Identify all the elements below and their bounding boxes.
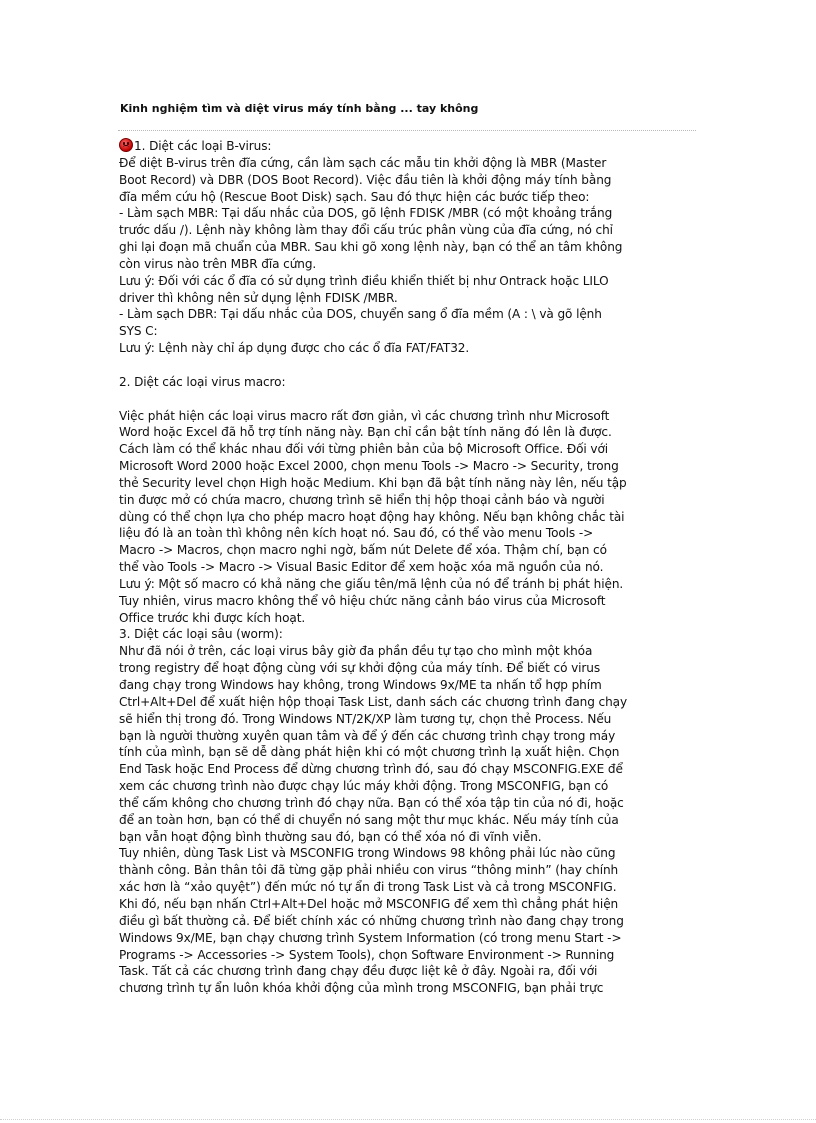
- text-line: [119, 357, 699, 374]
- text-line: Lưu ý: Đối với các ổ đĩa có sử dụng trình điều khiển thiết bị như Ontrack hoặc LILO: [119, 273, 609, 288]
- text-line: tin được mở có chứa macro, chương trình sẽ hiển thị hộp thoại cảnh báo và người: [119, 492, 605, 507]
- text-line: - Làm sạch DBR: Tại dấu nhắc của DOS, chuyển sang ổ đĩa mềm (A : \ và gõ lệnh: [119, 307, 602, 322]
- title-divider: [118, 130, 696, 131]
- heading-text: 1. Diệt các loại B-virus:: [134, 139, 272, 153]
- text-line: Việc phát hiện các loại virus macro rất đơn giản, vì các chương trình như Microsoft: [119, 408, 610, 423]
- text-line: Macro -> Macros, chọn macro nghi ngờ, bấm nút Delete để xóa. Thậm chí, bạn có: [119, 543, 607, 558]
- article-title: Kinh nghiệm tìm và diệt virus máy tính bằng ... tay không: [120, 102, 479, 115]
- text-line: xác hơn là “xảo quyệt”) đến mức nó tự ẩn đi trong Task List và cả trong MSCONFIG.: [119, 880, 617, 895]
- text-line: thẻ Security level chọn High hoặc Medium. Khi bạn đã bật tính năng này lên, nếu tập: [119, 475, 627, 490]
- text-line: Tuy nhiên, virus macro không thể vô hiệu chức năng cảnh báo virus của Microsoft: [119, 593, 606, 608]
- text-line: đang chạy trong Windows hay không, trong Windows 9x/ME ta nhấn tổ hợp phím: [119, 678, 602, 692]
- section-heading-1: [119, 138, 699, 155]
- text-line: Cách làm có thể khác nhau đối với từng phiên bản của bộ Microsoft Office. Đối với: [119, 442, 609, 457]
- text-line: dùng có thể chọn lựa cho phép macro hoạt động hay không. Nếu bạn không chắc tài: [119, 509, 625, 524]
- text-line: 2. Diệt các loại virus macro:: [119, 374, 286, 389]
- sad-face-emoticon-icon: [119, 138, 133, 152]
- text-line: liệu đó là an toàn thì không nên kích hoạt nó. Sau đó, có thể vào menu Tools ->: [119, 526, 594, 541]
- text-line: còn virus nào trên MBR đĩa cứng.: [119, 256, 317, 271]
- text-line: Windows 9x/ME, bạn chạy chương trình System Information (có trong menu Start ->: [119, 930, 622, 945]
- text-line: Boot Record) và DBR (DOS Boot Record). Việc đầu tiên là khởi động máy tính bằng: [119, 172, 612, 187]
- text-line: Office trước khi được kích hoạt.: [119, 610, 306, 625]
- text-line: Khi đó, nếu bạn nhấn Ctrl+Alt+Del hoặc mở MSCONFIG để xem thì chẳng phát hiện: [119, 896, 619, 911]
- text-line: Như đã nói ở trên, các loại virus bây giờ đa phần đều tự tạo cho mình một khóa: [119, 644, 593, 659]
- text-line: End Task hoặc End Process để dừng chương trình đó, sau đó chạy MSCONFIG.EXE để: [119, 762, 623, 777]
- page-bottom-divider: [0, 1119, 816, 1120]
- text-line: - Làm sạch MBR: Tại dấu nhắc của DOS, gõ lệnh FDISK /MBR (có một khoảng trắng: [119, 206, 613, 221]
- text-line: Lưu ý: Lệnh này chỉ áp dụng được cho các ổ đĩa FAT/FAT32.: [119, 341, 470, 356]
- text-line: Word hoặc Excel đã hỗ trợ tính năng này. Bạn chỉ cần bật tính năng đó lên là được.: [119, 425, 612, 440]
- text-line: bạn vẫn hoạt động bình thường sau đó, bạn có thể xóa nó đi vĩnh viễn.: [119, 829, 542, 844]
- text-line: thể cấm không cho chương trình đó chạy nữa. Bạn có thể xóa tập tin của nó đi, hoặc: [119, 795, 624, 810]
- text-line: Task. Tất cả các chương trình đang chạy đều được liệt kê ở đây. Ngoài ra, đối với: [119, 964, 598, 979]
- text-line: Lưu ý: Một số macro có khả năng che giấu tên/mã lệnh của nó để tránh bị phát hiện.: [119, 576, 624, 591]
- text-line: trong registry để hoạt động cùng với sự khởi động của máy tính. Để biết có virus: [119, 661, 601, 676]
- text-line: SYS C:: [119, 324, 158, 339]
- text-line: đĩa mềm cứu hộ (Rescue Boot Disk) sạch. Sau đó thực hiện các bước tiếp theo:: [119, 189, 590, 204]
- text-line: điều gì bất thường cả. Để biết chính xác có những chương trình nào đang chạy trong: [119, 913, 624, 928]
- text-line: thể vào Tools -> Macro -> Visual Basic Editor để xem hoặc xóa mã nguồn của nó.: [119, 560, 604, 575]
- text-line: Để diệt B-virus trên đĩa cứng, cần làm sạch các mẫu tin khởi động là MBR (Master: [119, 155, 607, 170]
- text-line: chương trình tự ẩn luôn khóa khởi động của mình trong MSCONFIG, bạn phải trực: [119, 981, 604, 996]
- text-line: ghi lại đoạn mã chuẩn của MBR. Sau khi gõ xong lệnh này, bạn có thể an tâm không: [119, 240, 623, 255]
- text-line: thành công. Bản thân tôi đã từng gặp phải nhiều con virus “thông minh” (hay chính: [119, 863, 619, 878]
- article-body: [119, 138, 699, 997]
- text-line: Microsoft Word 2000 hoặc Excel 2000, chọn menu Tools -> Macro -> Security, trong: [119, 459, 619, 474]
- text-line: trước dấu /). Lệnh này không làm thay đổi cấu trúc phân vùng của đĩa cứng, nó chỉ: [119, 223, 613, 238]
- text-line: để an toàn hơn, bạn có thể di chuyển nó sang một thư mục khác. Nếu máy tính của: [119, 812, 619, 827]
- text-line: Tuy nhiên, dùng Task List và MSCONFIG trong Windows 98 không phải lúc nào cũng: [119, 846, 616, 861]
- text-line: Programs -> Accessories -> System Tools), chọn Software Environment -> Running: [119, 947, 615, 962]
- text-line: [119, 391, 699, 408]
- text-line: bạn là người thường xuyên quan tâm và để ý đến các chương trình chạy trong máy: [119, 728, 616, 743]
- text-line: driver thì không nên sử dụng lệnh FDISK /MBR.: [119, 290, 398, 305]
- text-line: xem các chương trình nào được chạy lúc máy khởi động. Trong MSCONFIG, bạn có: [119, 779, 609, 794]
- text-line: Ctrl+Alt+Del để xuất hiện hộp thoại Task List, danh sách các chương trình đang chạy: [119, 694, 628, 709]
- text-line: sẽ hiển thị trong đó. Trong Windows NT/2K/XP làm tương tự, chọn thẻ Process. Nếu: [119, 711, 612, 726]
- text-line: tính của mình, bạn sẽ dễ dàng phát hiện khi có một chương trình lạ xuất hiện. Chọn: [119, 745, 620, 760]
- text-line: 3. Diệt các loại sâu (worm):: [119, 627, 283, 642]
